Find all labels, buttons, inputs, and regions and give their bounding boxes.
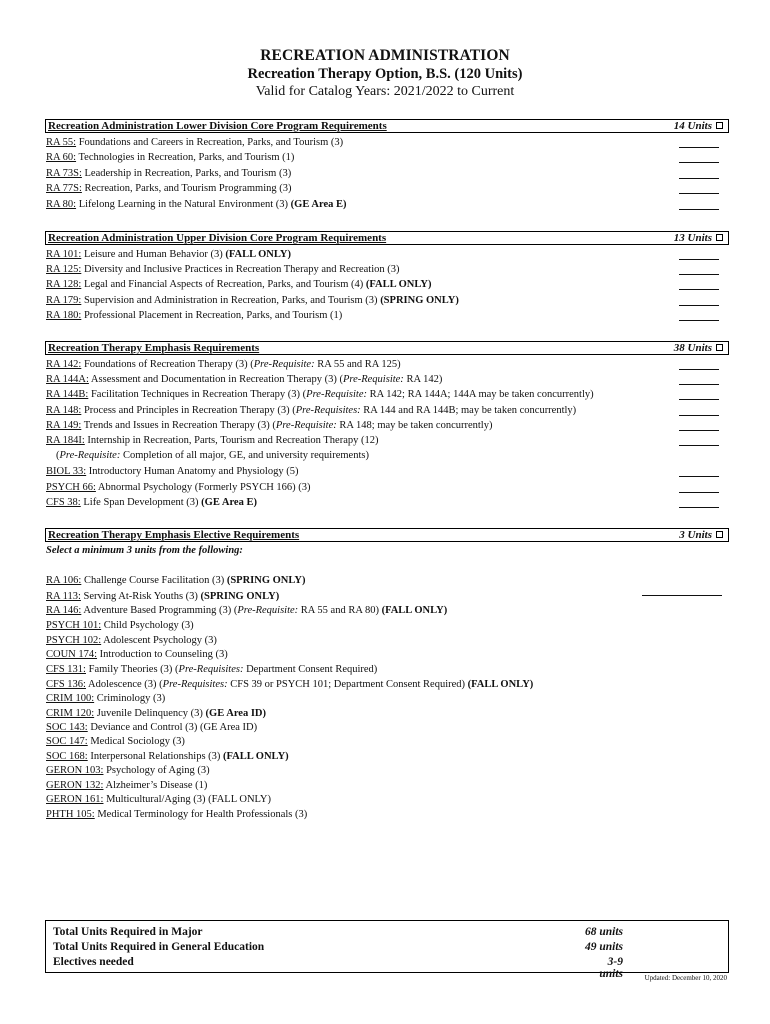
course-title: Medical Sociology (3) — [87, 736, 185, 747]
completion-blank[interactable] — [679, 384, 719, 385]
section-title: Recreation Therapy Emphasis Elective Requirements — [48, 529, 300, 541]
course-title: Deviance and Control (3) (GE Area ID) — [87, 722, 258, 733]
program-title: Recreation Therapy Option, B.S. (120 Units) — [247, 66, 523, 82]
department-title: RECREATION ADMINISTRATION — [260, 47, 510, 64]
prereq-label: Pre-Requisites: — [295, 405, 361, 416]
course-flag: (GE Area ID) — [205, 708, 266, 719]
completion-blank[interactable] — [679, 415, 719, 416]
totals-label-major: Total Units Required in Major — [53, 926, 203, 938]
course-title: Serving At-Risk Youths (3) — [80, 591, 201, 602]
prereq-label: Pre-Requisites: — [162, 679, 228, 690]
course-code: RA 125: — [46, 264, 82, 275]
completion-blank[interactable] — [679, 320, 719, 321]
completion-blank[interactable] — [679, 399, 719, 400]
totals-label-electives: Electives needed — [53, 956, 134, 968]
course-row — [46, 198, 346, 212]
totals-value-ge: 49 units — [584, 941, 623, 953]
course-title: Internship in Recreation, Parts, Tourism and Recreation Therapy (12) — [84, 435, 379, 446]
course-code: RA 73S: — [46, 168, 82, 179]
course-row — [46, 808, 307, 822]
course-flag: (GE Area E) — [201, 497, 257, 508]
course-title: Family Theories (3) ( — [85, 664, 179, 675]
prereq-text: Department Consent Required) — [243, 664, 378, 675]
course-flag: (FALL ONLY) — [365, 279, 432, 290]
section-units-label: 3 Units — [679, 529, 712, 541]
completion-blank[interactable] — [679, 259, 719, 260]
prereq-text: RA 55 and RA 80) — [298, 605, 382, 616]
completion-blank[interactable] — [679, 147, 719, 148]
course-row — [46, 750, 289, 764]
section-header — [45, 341, 729, 355]
course-title: Technologies in Recreation, Parks, and Tourism (1) — [76, 152, 295, 163]
course-row — [46, 678, 533, 692]
course-code: RA 179: — [46, 295, 82, 306]
checkbox-icon[interactable] — [716, 122, 723, 129]
course-code: RA 128: — [46, 279, 82, 290]
course-title: Psychology of Aging (3) — [103, 765, 210, 776]
course-code: GERON 161: — [46, 794, 104, 805]
course-row — [46, 294, 459, 308]
course-code: PSYCH 66: — [46, 482, 96, 493]
prereq-text: RA 142) — [403, 374, 443, 385]
checkbox-icon[interactable] — [716, 344, 723, 351]
section-header — [45, 119, 729, 133]
section-title: Recreation Administration Upper Division Core Program Requirements — [48, 232, 387, 244]
prereq-text: RA 144 and RA 144B; may be taken concurrently) — [360, 405, 577, 416]
course-row — [46, 481, 311, 495]
completion-blank[interactable] — [679, 274, 719, 275]
course-title: Criminology (3) — [94, 693, 166, 704]
completion-blank[interactable] — [679, 445, 719, 446]
section-units-label: 38 Units — [673, 342, 712, 354]
course-code: RA 77S: — [46, 183, 82, 194]
prereq-text: RA 142; RA 144A; 144A may be taken concurrently) — [367, 389, 594, 400]
course-title: Leisure and Human Behavior (3) — [81, 249, 226, 260]
course-code: SOC 143: — [46, 722, 88, 733]
course-row — [46, 793, 271, 807]
course-row — [46, 419, 492, 433]
course-title: Adolescent Psychology (3) — [101, 635, 217, 646]
course-code: RA 106: — [46, 575, 82, 586]
course-title: Facilitation Techniques in Recreation Therapy (3) ( — [88, 389, 307, 400]
prereq-label: Pre-Requisite: — [253, 359, 315, 370]
course-row — [46, 182, 292, 196]
totals-value-major: 68 units — [584, 926, 623, 938]
course-flag: (FALL ONLY) — [381, 605, 448, 616]
course-row — [46, 358, 401, 372]
course-code: RA 144B: — [46, 389, 89, 400]
completion-blank[interactable] — [679, 289, 719, 290]
course-title: Introduction to Counseling (3) — [97, 649, 228, 660]
course-code: COUN 174: — [46, 649, 98, 660]
course-row — [46, 634, 217, 648]
prereq-label: Pre-Requisite: — [59, 450, 121, 461]
course-row — [46, 496, 257, 510]
course-row — [46, 764, 210, 778]
course-code: RA 144A: — [46, 374, 89, 385]
course-title: Life Span Development (3) — [80, 497, 202, 508]
course-title: Foundations of Recreation Therapy (3) ( — [81, 359, 254, 370]
course-title: Abnormal Psychology (Formerly PSYCH 166) (3) — [95, 482, 311, 493]
completion-blank[interactable] — [679, 492, 719, 493]
course-flag: (FALL ONLY) — [467, 679, 534, 690]
section-note: Select a minimum 3 units from the following: — [46, 545, 243, 556]
course-title: Medical Terminology for Health Professionals (3) — [94, 809, 308, 820]
course-title: Interpersonal Relationships (3) — [87, 751, 224, 762]
course-code: BIOL 33: — [46, 466, 87, 477]
course-code: GERON 132: — [46, 780, 104, 791]
prereq-label: Pre-Requisite: — [275, 420, 337, 431]
section-header — [45, 231, 729, 245]
course-row — [46, 590, 279, 604]
prereq-label: Pre-Requisites: — [178, 664, 244, 675]
course-code: CRIM 120: — [46, 708, 95, 719]
completion-blank[interactable] — [679, 209, 719, 210]
prereq-label: Pre-Requisite: — [342, 374, 404, 385]
course-row — [46, 721, 257, 735]
course-flag: (SPRING ONLY) — [380, 295, 459, 306]
course-flag: (GE Area E) — [290, 199, 347, 210]
course-row — [46, 692, 165, 706]
course-title: ( — [56, 450, 60, 461]
prereq-text: CFS 39 or PSYCH 101; Department Consent Required) — [227, 679, 468, 690]
course-code: RA 55: — [46, 137, 77, 148]
section-units-label: 14 Units — [673, 120, 712, 132]
course-title: Trends and Issues in Recreation Therapy (3) ( — [81, 420, 276, 431]
section-header — [45, 528, 729, 542]
course-row — [46, 373, 442, 387]
course-flag: (SPRING ONLY) — [200, 591, 280, 602]
course-flag: (SPRING ONLY) — [226, 575, 306, 586]
course-code: SOC 147: — [46, 736, 88, 747]
course-title: Leadership in Recreation, Parks, and Tourism (3) — [81, 168, 292, 179]
course-code: PSYCH 101: — [46, 620, 102, 631]
course-code: CFS 38: — [46, 497, 81, 508]
course-title: Child Psychology (3) — [101, 620, 194, 631]
course-row — [46, 574, 306, 588]
totals-label-ge: Total Units Required in General Education — [53, 941, 265, 953]
course-row — [46, 465, 298, 479]
elective-units-blank[interactable] — [642, 595, 722, 596]
section-title: Recreation Administration Lower Division Core Program Requirements — [48, 120, 387, 132]
course-title: Diversity and Inclusive Practices in Recreation Therapy and Recreation (3) — [81, 264, 400, 275]
course-row — [46, 278, 432, 292]
course-title: Lifelong Learning in the Natural Environment (3) — [76, 199, 291, 210]
catalog-years: Valid for Catalog Years: 2021/2022 to Current — [255, 84, 515, 99]
prereq-text: Completion of all major, GE, and university requirements) — [120, 450, 369, 461]
section-units — [679, 529, 723, 541]
course-code: CRIM 100: — [46, 693, 95, 704]
completion-blank[interactable] — [679, 507, 719, 508]
course-row — [46, 604, 447, 618]
course-title: Multicultural/Aging (3) (FALL ONLY) — [103, 794, 271, 805]
course-code: PSYCH 102: — [46, 635, 102, 646]
course-row — [46, 434, 378, 448]
completion-blank[interactable] — [679, 430, 719, 431]
completion-blank[interactable] — [679, 369, 719, 370]
course-code: GERON 103: — [46, 765, 104, 776]
course-row — [46, 648, 228, 662]
course-code: CFS 136: — [46, 679, 86, 690]
course-row — [46, 151, 294, 165]
course-flag: (FALL ONLY) — [225, 249, 291, 260]
course-row — [46, 167, 291, 181]
checkbox-icon[interactable] — [716, 234, 723, 241]
course-code: RA 149: — [46, 420, 82, 431]
course-row — [46, 388, 594, 402]
completion-blank[interactable] — [679, 162, 719, 163]
course-title: Supervision and Administration in Recreation, Parks, and Tourism (3) — [81, 295, 381, 306]
course-code: CFS 131: — [46, 664, 86, 675]
section-units-label: 13 Units — [673, 232, 712, 244]
course-code: RA 142: — [46, 359, 82, 370]
course-title: Legal and Financial Aspects of Recreation, Parks, and Tourism (4) — [81, 279, 366, 290]
course-row — [46, 309, 342, 323]
course-row — [46, 735, 185, 749]
course-title: Foundations and Careers in Recreation, Parks, and Tourism (3) — [76, 137, 344, 148]
course-row — [56, 449, 369, 463]
section-title: Recreation Therapy Emphasis Requirements — [48, 342, 260, 354]
course-title: Adolescence (3) ( — [85, 679, 163, 690]
course-row — [46, 707, 266, 721]
completion-blank[interactable] — [679, 193, 719, 194]
completion-blank[interactable] — [679, 476, 719, 477]
course-title: Alzheimer’s Disease (1) — [103, 780, 208, 791]
course-row — [46, 663, 377, 677]
course-title: Professional Placement in Recreation, Parks, and Tourism (1) — [81, 310, 343, 321]
section-units — [674, 342, 723, 354]
prereq-label: Pre-Requisite: — [306, 389, 368, 400]
updated-date: Updated: December 10, 2020 — [644, 974, 727, 982]
prereq-text: RA 55 and RA 125) — [314, 359, 401, 370]
course-code: RA 180: — [46, 310, 82, 321]
prereq-label: Pre-Requisite: — [237, 605, 299, 616]
course-row — [46, 619, 194, 633]
course-row — [46, 404, 576, 418]
course-code: RA 80: — [46, 199, 77, 210]
course-title: Assessment and Documentation in Recreation Therapy (3) ( — [88, 374, 343, 385]
course-row — [46, 248, 291, 262]
course-row — [46, 779, 207, 793]
course-row — [46, 263, 400, 277]
course-title: Introductory Human Anatomy and Physiology (5) — [86, 466, 299, 477]
course-code: RA 184I: — [46, 435, 85, 446]
course-code: SOC 168: — [46, 751, 88, 762]
completion-blank[interactable] — [679, 305, 719, 306]
course-title: Juvenile Delinquency (3) — [94, 708, 206, 719]
prereq-text: RA 148; may be taken concurrently) — [336, 420, 493, 431]
totals-value-electives: 3-9 units — [599, 956, 623, 980]
course-code: RA 148: — [46, 405, 82, 416]
course-flag: (FALL ONLY) — [223, 751, 289, 762]
course-title: Recreation, Parks, and Tourism Programming (3) — [81, 183, 292, 194]
section-units — [674, 232, 723, 244]
course-code: RA 113: — [46, 591, 81, 602]
course-code: PHTH 105: — [46, 809, 95, 820]
course-code: RA 101: — [46, 249, 82, 260]
course-code: RA 146: — [46, 605, 82, 616]
course-code: RA 60: — [46, 152, 77, 163]
course-row — [46, 136, 343, 150]
checkbox-icon[interactable] — [716, 531, 723, 538]
course-title: Process and Principles in Recreation Therapy (3) ( — [81, 405, 296, 416]
course-title: Adventure Based Programming (3) ( — [81, 605, 238, 616]
completion-blank[interactable] — [679, 178, 719, 179]
course-title: Challenge Course Facilitation (3) — [81, 575, 227, 586]
section-units — [674, 120, 723, 132]
